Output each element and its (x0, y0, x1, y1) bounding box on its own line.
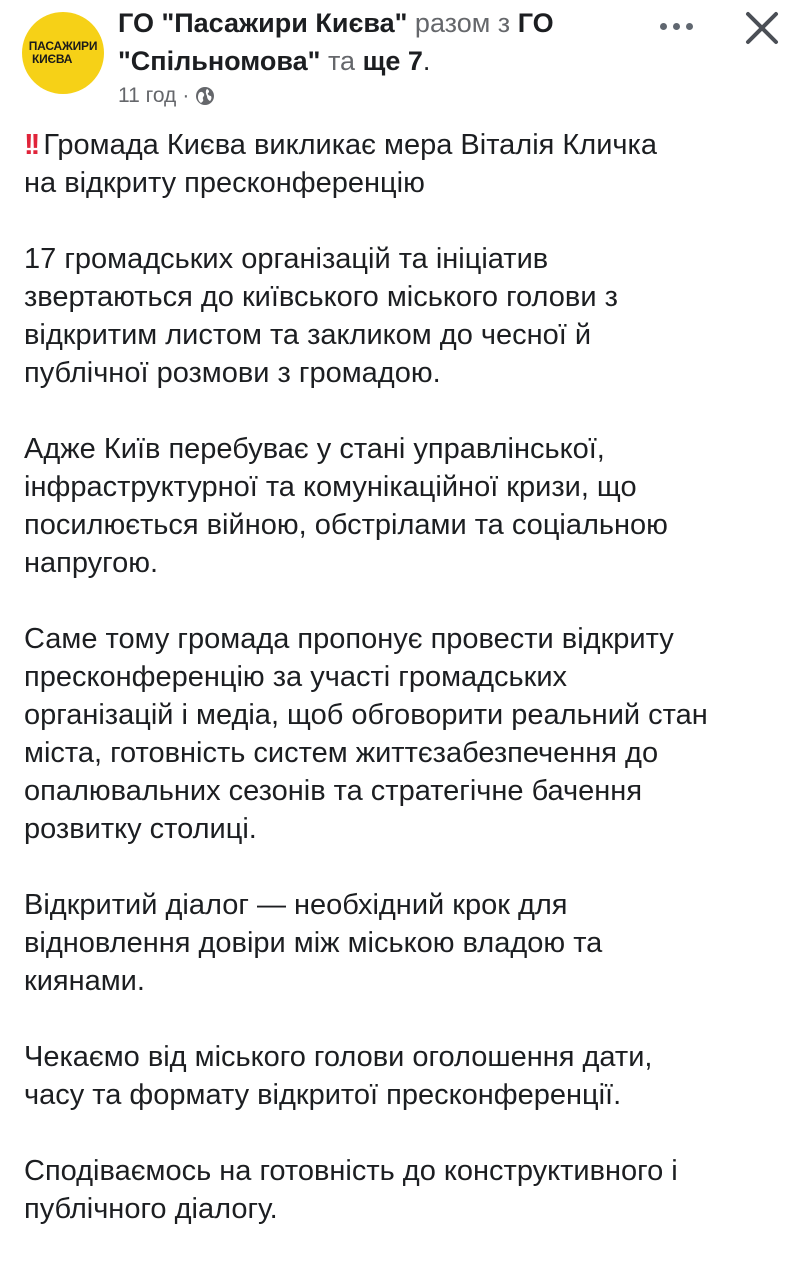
and-text: та (320, 46, 363, 76)
avatar-line-2: КИЄВА (32, 52, 73, 66)
close-icon[interactable] (738, 4, 786, 52)
period-text: . (422, 46, 431, 76)
globe-icon (195, 86, 215, 106)
more-horizontal-icon (660, 23, 667, 30)
post-time[interactable]: 11 год (118, 84, 177, 107)
meta-separator: · (182, 84, 190, 107)
coauthor-link[interactable]: ГО "Спільномова" (118, 8, 554, 76)
post-body (24, 126, 786, 1266)
post-paragraph: Адже Київ перебуває у стані управлінської, інфраструктурної та комунікаційної кризи, що посилюється війною, обстрілами та соціальною напругою. (24, 433, 668, 579)
headline-text: Громада Києва викликає мера Віталія Кличка на відкриту пресконференцію (24, 129, 657, 199)
avatar[interactable] (22, 12, 104, 94)
more-horizontal-icon-dot (673, 23, 680, 30)
post-paragraph: Сподіваємось на готовність до конструктивного і публічного діалогу. (24, 1155, 678, 1225)
post-paragraph: Саме тому громада пропонує провести відкриту пресконференцію за участі громадських організацій і медіа, щоб обговорити реальний стан міста, готовність систем життєзабезпечення до опалювальних сезонів та стратегічне бачення розвитку столиці. (24, 623, 708, 845)
with-text: разом з (407, 8, 518, 38)
post-headline (24, 126, 786, 202)
avatar-line-1: ПАСАЖИРИ (28, 39, 98, 53)
more-options-button[interactable] (652, 8, 700, 44)
more-horizontal-icon-dot (686, 23, 693, 30)
others-link[interactable]: ще 7 (362, 46, 423, 76)
post-header (0, 0, 800, 120)
post-title (118, 4, 638, 80)
post-paragraph: Чекаємо від міського голови оголошення дати, часу та формату відкритої пресконференції. (24, 1041, 653, 1111)
post-meta (118, 84, 215, 108)
post-paragraph: Відкритий діалог — необхідний крок для відновлення довіри між міською владою та киянами. (24, 889, 603, 997)
author-link[interactable]: ГО "Пасажири Києва" (118, 8, 408, 38)
post-paragraph: 17 громадських організацій та ініціатив звертаються до київського міського голови з відкритим листом та закликом до чесної й публічної розмови з громадою. (24, 243, 618, 389)
double-exclamation-icon: !! (24, 129, 38, 161)
